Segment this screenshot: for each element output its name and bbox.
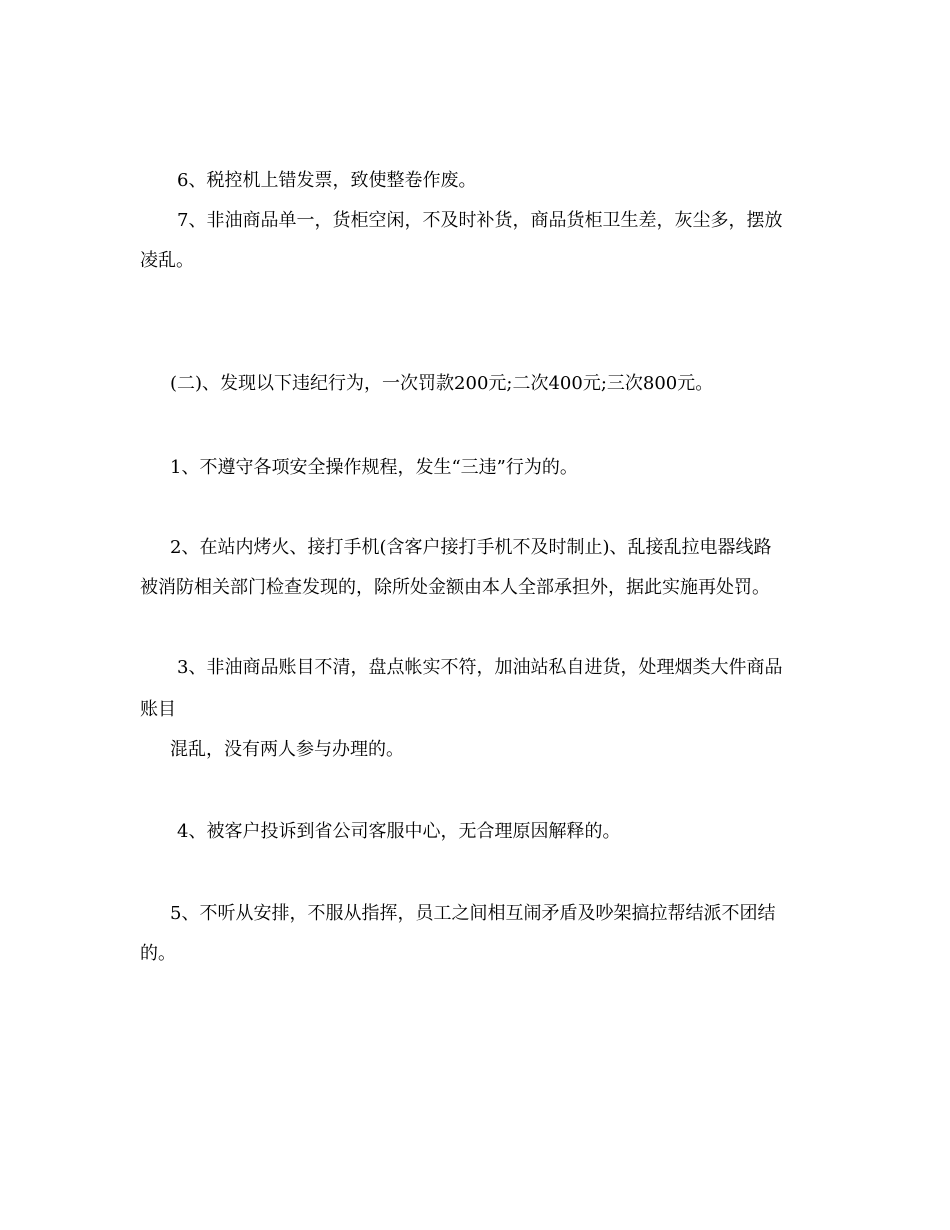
rule-4-line-1: 4、被客户投诉到省公司客服中心，无合理原因解释的。 — [177, 821, 621, 842]
item-6-line-1: 6、税控机上错发票，致使整卷作废。 — [177, 170, 477, 191]
rule-3-line-3: 混乱，没有两人参与办理的。 — [170, 739, 404, 760]
rule-5-line-2: 的。 — [140, 943, 176, 964]
rule-2-line-2: 被消防相关部门检查发现的，除所处金额由本人全部承担外，据此实施再处罚。 — [140, 577, 770, 598]
rule-1-line-1: 1、不遵守各项安全操作规程，发生“三违”行为的。 — [170, 457, 578, 478]
rule-3-line-2: 账目 — [140, 699, 176, 720]
item-7-line-2: 凌乱。 — [140, 250, 194, 271]
rule-2-line-1: 2、在站内烤火、接打手机(含客户接打手机不及时制止)、乱接乱拉电器线路 — [170, 537, 772, 558]
rule-5-line-1: 5、不听从安排，不服从指挥，员工之间相互闹矛盾及吵架搞拉帮结派不团结 — [170, 903, 776, 924]
item-7-line-1: 7、非油商品单一，货柜空闲，不及时补货，商品货柜卫生差，灰尘多，摆放 — [177, 210, 783, 231]
section-2-heading: (二)、发现以下违纪行为，一次罚款200元;二次400元;三次800元。 — [170, 373, 714, 394]
rule-3-line-1: 3、非油商品账目不清，盘点帐实不符，加油站私自进货，处理烟类大件商品 — [177, 657, 783, 678]
